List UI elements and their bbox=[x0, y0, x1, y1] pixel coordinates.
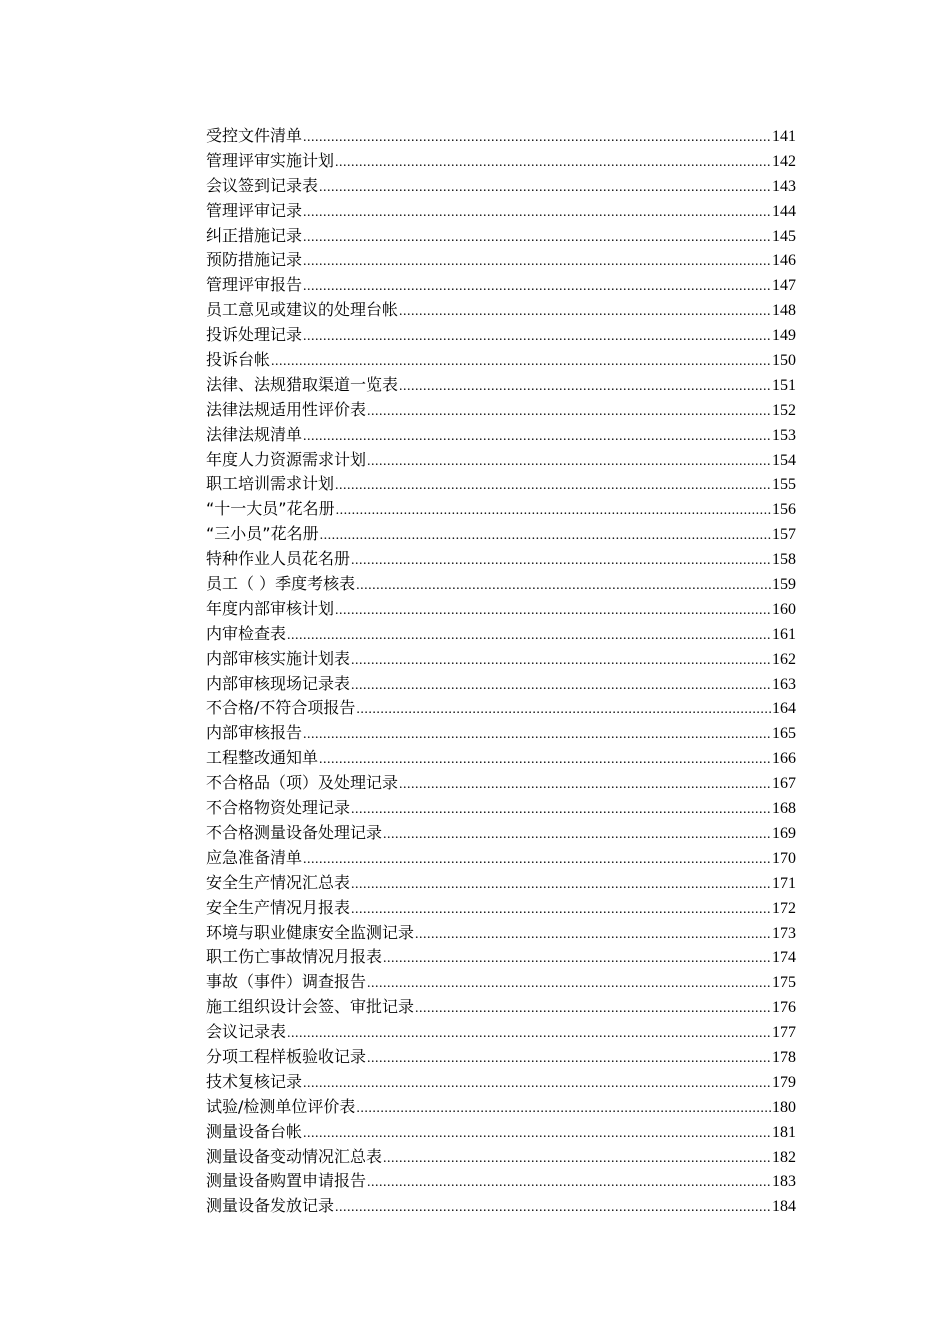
dot-leader bbox=[351, 674, 771, 699]
dot-leader bbox=[320, 524, 771, 549]
toc-entry-page-number: 176 bbox=[772, 999, 796, 1017]
toc-entry-title: 安全生产情况月报表 bbox=[206, 897, 351, 917]
dot-leader bbox=[356, 698, 771, 723]
dot-leader bbox=[319, 176, 771, 201]
toc-entry-title: “三小员”花名册 bbox=[206, 524, 319, 544]
toc-entry[interactable] bbox=[206, 224, 796, 249]
dot-leader bbox=[367, 450, 771, 475]
toc-entry[interactable] bbox=[206, 846, 796, 871]
dot-leader bbox=[303, 226, 771, 251]
toc-entry-page-number: 147 bbox=[772, 277, 796, 295]
toc-entry[interactable] bbox=[206, 970, 796, 995]
dot-leader bbox=[303, 126, 771, 151]
toc-entry-title: 工程整改通知单 bbox=[206, 748, 319, 768]
toc-entry-page-number: 174 bbox=[772, 949, 796, 967]
dot-leader bbox=[399, 300, 771, 325]
toc-entry-title: 内部审核实施计划表 bbox=[206, 648, 351, 668]
toc-entry[interactable] bbox=[206, 696, 796, 721]
toc-entry-title: 法律法规清单 bbox=[206, 424, 303, 444]
dot-leader bbox=[367, 400, 771, 425]
toc-entry-page-number: 154 bbox=[772, 451, 796, 469]
toc-entry-page-number: 165 bbox=[772, 725, 796, 743]
toc-entry-page-number: 143 bbox=[772, 177, 796, 195]
dot-leader bbox=[351, 649, 771, 674]
toc-entry[interactable] bbox=[206, 672, 796, 697]
toc-entry-title: 管理评审实施计划 bbox=[206, 150, 335, 170]
toc-entry-title: 测量设备台帐 bbox=[206, 1121, 303, 1141]
toc-entry[interactable] bbox=[206, 497, 796, 522]
dot-leader bbox=[335, 151, 771, 176]
toc-entry-title: 纠正措施记录 bbox=[206, 225, 303, 245]
toc-entry-page-number: 149 bbox=[772, 327, 796, 345]
toc-entry[interactable] bbox=[206, 622, 796, 647]
toc-entry[interactable] bbox=[206, 522, 796, 547]
toc-entry[interactable] bbox=[206, 298, 796, 323]
toc-entry[interactable] bbox=[206, 472, 796, 497]
dot-leader bbox=[399, 375, 771, 400]
toc-entry-title: 不合格品（项）及处理记录 bbox=[206, 773, 399, 793]
toc-entry-page-number: 157 bbox=[772, 526, 796, 544]
toc-entry[interactable] bbox=[206, 174, 796, 199]
toc-entry-title: 不合格测量设备处理记录 bbox=[206, 822, 383, 842]
toc-entry-title: 不合格物资处理记录 bbox=[206, 798, 351, 818]
toc-entry-title: 施工组织设计会签、审批记录 bbox=[206, 997, 415, 1017]
toc-entry[interactable] bbox=[206, 796, 796, 821]
dot-leader bbox=[303, 723, 771, 748]
toc-entry-page-number: 150 bbox=[772, 352, 796, 370]
toc-entry-page-number: 178 bbox=[772, 1048, 796, 1066]
toc-entry[interactable] bbox=[206, 124, 796, 149]
toc-entry-page-number: 168 bbox=[772, 800, 796, 818]
toc-entry-page-number: 180 bbox=[772, 1098, 796, 1116]
toc-entry[interactable] bbox=[206, 1020, 796, 1045]
dot-leader bbox=[383, 823, 771, 848]
toc-entry-page-number: 148 bbox=[772, 302, 796, 320]
toc-entry-title: 职工培训需求计划 bbox=[206, 474, 335, 494]
toc-entry[interactable] bbox=[206, 746, 796, 771]
toc-entry[interactable] bbox=[206, 1145, 796, 1170]
dot-leader bbox=[303, 425, 771, 450]
dot-leader bbox=[319, 748, 771, 773]
toc-entry-title: 法律、法规猎取渠道一览表 bbox=[206, 374, 399, 394]
toc-entry[interactable] bbox=[206, 995, 796, 1020]
toc-entry[interactable] bbox=[206, 1194, 796, 1219]
dot-leader bbox=[415, 923, 771, 948]
toc-entry-title: 技术复核记录 bbox=[206, 1071, 303, 1091]
toc-entry-page-number: 177 bbox=[772, 1024, 796, 1042]
dot-leader bbox=[367, 972, 771, 997]
dot-leader bbox=[383, 1147, 771, 1172]
toc-entry[interactable] bbox=[206, 547, 796, 572]
toc-entry-title: 年度内部审核计划 bbox=[206, 598, 335, 618]
dot-leader bbox=[287, 624, 771, 649]
toc-entry-page-number: 173 bbox=[772, 924, 796, 942]
toc-entry-title: 职工伤亡事故情况月报表 bbox=[206, 947, 383, 967]
toc-entry-title: 内部审核报告 bbox=[206, 723, 303, 743]
toc-entry-page-number: 151 bbox=[772, 376, 796, 394]
toc-entry[interactable] bbox=[206, 771, 796, 796]
toc-entry-page-number: 141 bbox=[772, 128, 796, 145]
toc-entry[interactable] bbox=[206, 721, 796, 746]
toc-entry[interactable] bbox=[206, 1070, 796, 1095]
dot-leader bbox=[303, 1122, 771, 1147]
toc-entry-title: 应急准备清单 bbox=[206, 847, 303, 867]
toc-entry-page-number: 145 bbox=[772, 227, 796, 245]
toc-entry-page-number: 182 bbox=[772, 1148, 796, 1166]
toc-entry-title: 投诉台帐 bbox=[206, 350, 271, 370]
toc-entry-page-number: 183 bbox=[772, 1173, 796, 1191]
toc-entry-title: 分项工程样板验收记录 bbox=[206, 1046, 367, 1066]
dot-leader bbox=[399, 773, 771, 798]
dot-leader bbox=[335, 1196, 771, 1221]
toc-entry-title: 环境与职业健康安全监测记录 bbox=[206, 922, 415, 942]
toc-entry-title: 测量设备购置申请报告 bbox=[206, 1171, 367, 1191]
toc-entry-title: 法律法规适用性评价表 bbox=[206, 399, 367, 419]
toc-entry[interactable] bbox=[206, 348, 796, 373]
dot-leader bbox=[335, 474, 771, 499]
toc-entry-page-number: 167 bbox=[772, 775, 796, 793]
dot-leader bbox=[367, 1171, 771, 1196]
toc-entry-page-number: 153 bbox=[772, 426, 796, 444]
toc-entry-title: “十一大员”花名册 bbox=[206, 499, 335, 519]
dot-leader bbox=[383, 947, 771, 972]
toc-entry-page-number: 172 bbox=[772, 899, 796, 917]
dot-leader bbox=[415, 997, 771, 1022]
toc-entry[interactable] bbox=[206, 273, 796, 298]
toc-entry[interactable] bbox=[206, 199, 796, 224]
toc-entry-page-number: 164 bbox=[772, 700, 796, 718]
dot-leader bbox=[303, 201, 771, 226]
toc-entry[interactable] bbox=[206, 647, 796, 672]
toc-entry-title: 内部审核现场记录表 bbox=[206, 673, 351, 693]
dot-leader bbox=[336, 499, 771, 524]
dot-leader bbox=[356, 1097, 771, 1122]
toc-entry-title: 年度人力资源需求计划 bbox=[206, 449, 367, 469]
toc-entry[interactable] bbox=[206, 373, 796, 398]
toc-entry[interactable] bbox=[206, 323, 796, 348]
dot-leader bbox=[351, 549, 771, 574]
toc-entry-page-number: 155 bbox=[772, 476, 796, 494]
dot-leader bbox=[335, 599, 771, 624]
toc-entry-title: 事故（事件）调查报告 bbox=[206, 972, 367, 992]
dot-leader bbox=[303, 848, 771, 873]
toc-entry[interactable] bbox=[206, 921, 796, 946]
toc-entry-page-number: 181 bbox=[772, 1123, 796, 1141]
toc-entry-page-number: 161 bbox=[772, 625, 796, 643]
toc-entry-title: 内审检查表 bbox=[206, 623, 287, 643]
dot-leader bbox=[287, 1022, 771, 1047]
toc-entry-title: 员工（ ）季度考核表 bbox=[206, 574, 356, 594]
toc-entry-title: 受控文件清单 bbox=[206, 126, 303, 145]
toc-entry[interactable] bbox=[206, 398, 796, 423]
toc-entry-title: 管理评审报告 bbox=[206, 275, 303, 295]
toc-entry-title: 投诉处理记录 bbox=[206, 325, 303, 345]
toc-entry[interactable] bbox=[206, 572, 796, 597]
toc-entry-page-number: 179 bbox=[772, 1073, 796, 1091]
toc-entry[interactable] bbox=[206, 871, 796, 896]
toc-entry-page-number: 163 bbox=[772, 675, 796, 693]
toc-entry-title: 测量设备变动情况汇总表 bbox=[206, 1146, 383, 1166]
toc-entry[interactable] bbox=[206, 1120, 796, 1145]
toc-entry-page-number: 159 bbox=[772, 576, 796, 594]
toc-entry-page-number: 142 bbox=[772, 152, 796, 170]
dot-leader bbox=[351, 873, 771, 898]
dot-leader bbox=[303, 325, 771, 350]
dot-leader bbox=[303, 275, 771, 300]
dot-leader bbox=[351, 898, 771, 923]
dot-leader bbox=[303, 1072, 771, 1097]
toc-entry[interactable] bbox=[206, 945, 796, 970]
toc-entry-page-number: 160 bbox=[772, 600, 796, 618]
toc-entry-title: 会议签到记录表 bbox=[206, 175, 319, 195]
dot-leader bbox=[271, 350, 771, 375]
toc-entry-page-number: 175 bbox=[772, 974, 796, 992]
toc-entry[interactable] bbox=[206, 149, 796, 174]
toc-entry-page-number: 170 bbox=[772, 849, 796, 867]
toc-entry-page-number: 162 bbox=[772, 650, 796, 668]
toc-entry-page-number: 156 bbox=[772, 501, 796, 519]
toc-entry-title: 不合格/不符合项报告 bbox=[206, 698, 356, 718]
dot-leader bbox=[356, 574, 771, 599]
toc-entry[interactable] bbox=[206, 1169, 796, 1194]
toc-entry[interactable] bbox=[206, 597, 796, 622]
toc-entry-title: 特种作业人员花名册 bbox=[206, 549, 351, 569]
toc-entry-page-number: 144 bbox=[772, 202, 796, 220]
toc-entry[interactable] bbox=[206, 248, 796, 273]
toc-entry-page-number: 184 bbox=[772, 1198, 796, 1216]
toc-entry-title: 安全生产情况汇总表 bbox=[206, 872, 351, 892]
dot-leader bbox=[351, 798, 771, 823]
toc-entry-page-number: 171 bbox=[772, 874, 796, 892]
toc-entry-page-number: 152 bbox=[772, 401, 796, 419]
toc-entry-page-number: 169 bbox=[772, 824, 796, 842]
toc-entry-page-number: 158 bbox=[772, 551, 796, 569]
toc-entry-page-number: 146 bbox=[772, 252, 796, 270]
toc-entry-page-number: 166 bbox=[772, 750, 796, 768]
toc-entry-title: 试验/检测单位评价表 bbox=[206, 1096, 356, 1116]
toc-entry[interactable] bbox=[206, 896, 796, 921]
toc-entry-title: 预防措施记录 bbox=[206, 250, 303, 270]
toc-entry-title: 员工意见或建议的处理台帐 bbox=[206, 300, 399, 320]
toc-entry[interactable] bbox=[206, 821, 796, 846]
dot-leader bbox=[303, 250, 771, 275]
dot-leader bbox=[367, 1047, 771, 1072]
toc-entry-title: 测量设备发放记录 bbox=[206, 1196, 335, 1216]
toc-entry[interactable] bbox=[206, 1045, 796, 1070]
table-of-contents bbox=[206, 124, 796, 1219]
toc-entry[interactable] bbox=[206, 1095, 796, 1120]
toc-entry-title: 管理评审记录 bbox=[206, 200, 303, 220]
toc-entry-title: 会议记录表 bbox=[206, 1022, 287, 1042]
toc-entry[interactable] bbox=[206, 423, 796, 448]
toc-entry[interactable] bbox=[206, 448, 796, 473]
